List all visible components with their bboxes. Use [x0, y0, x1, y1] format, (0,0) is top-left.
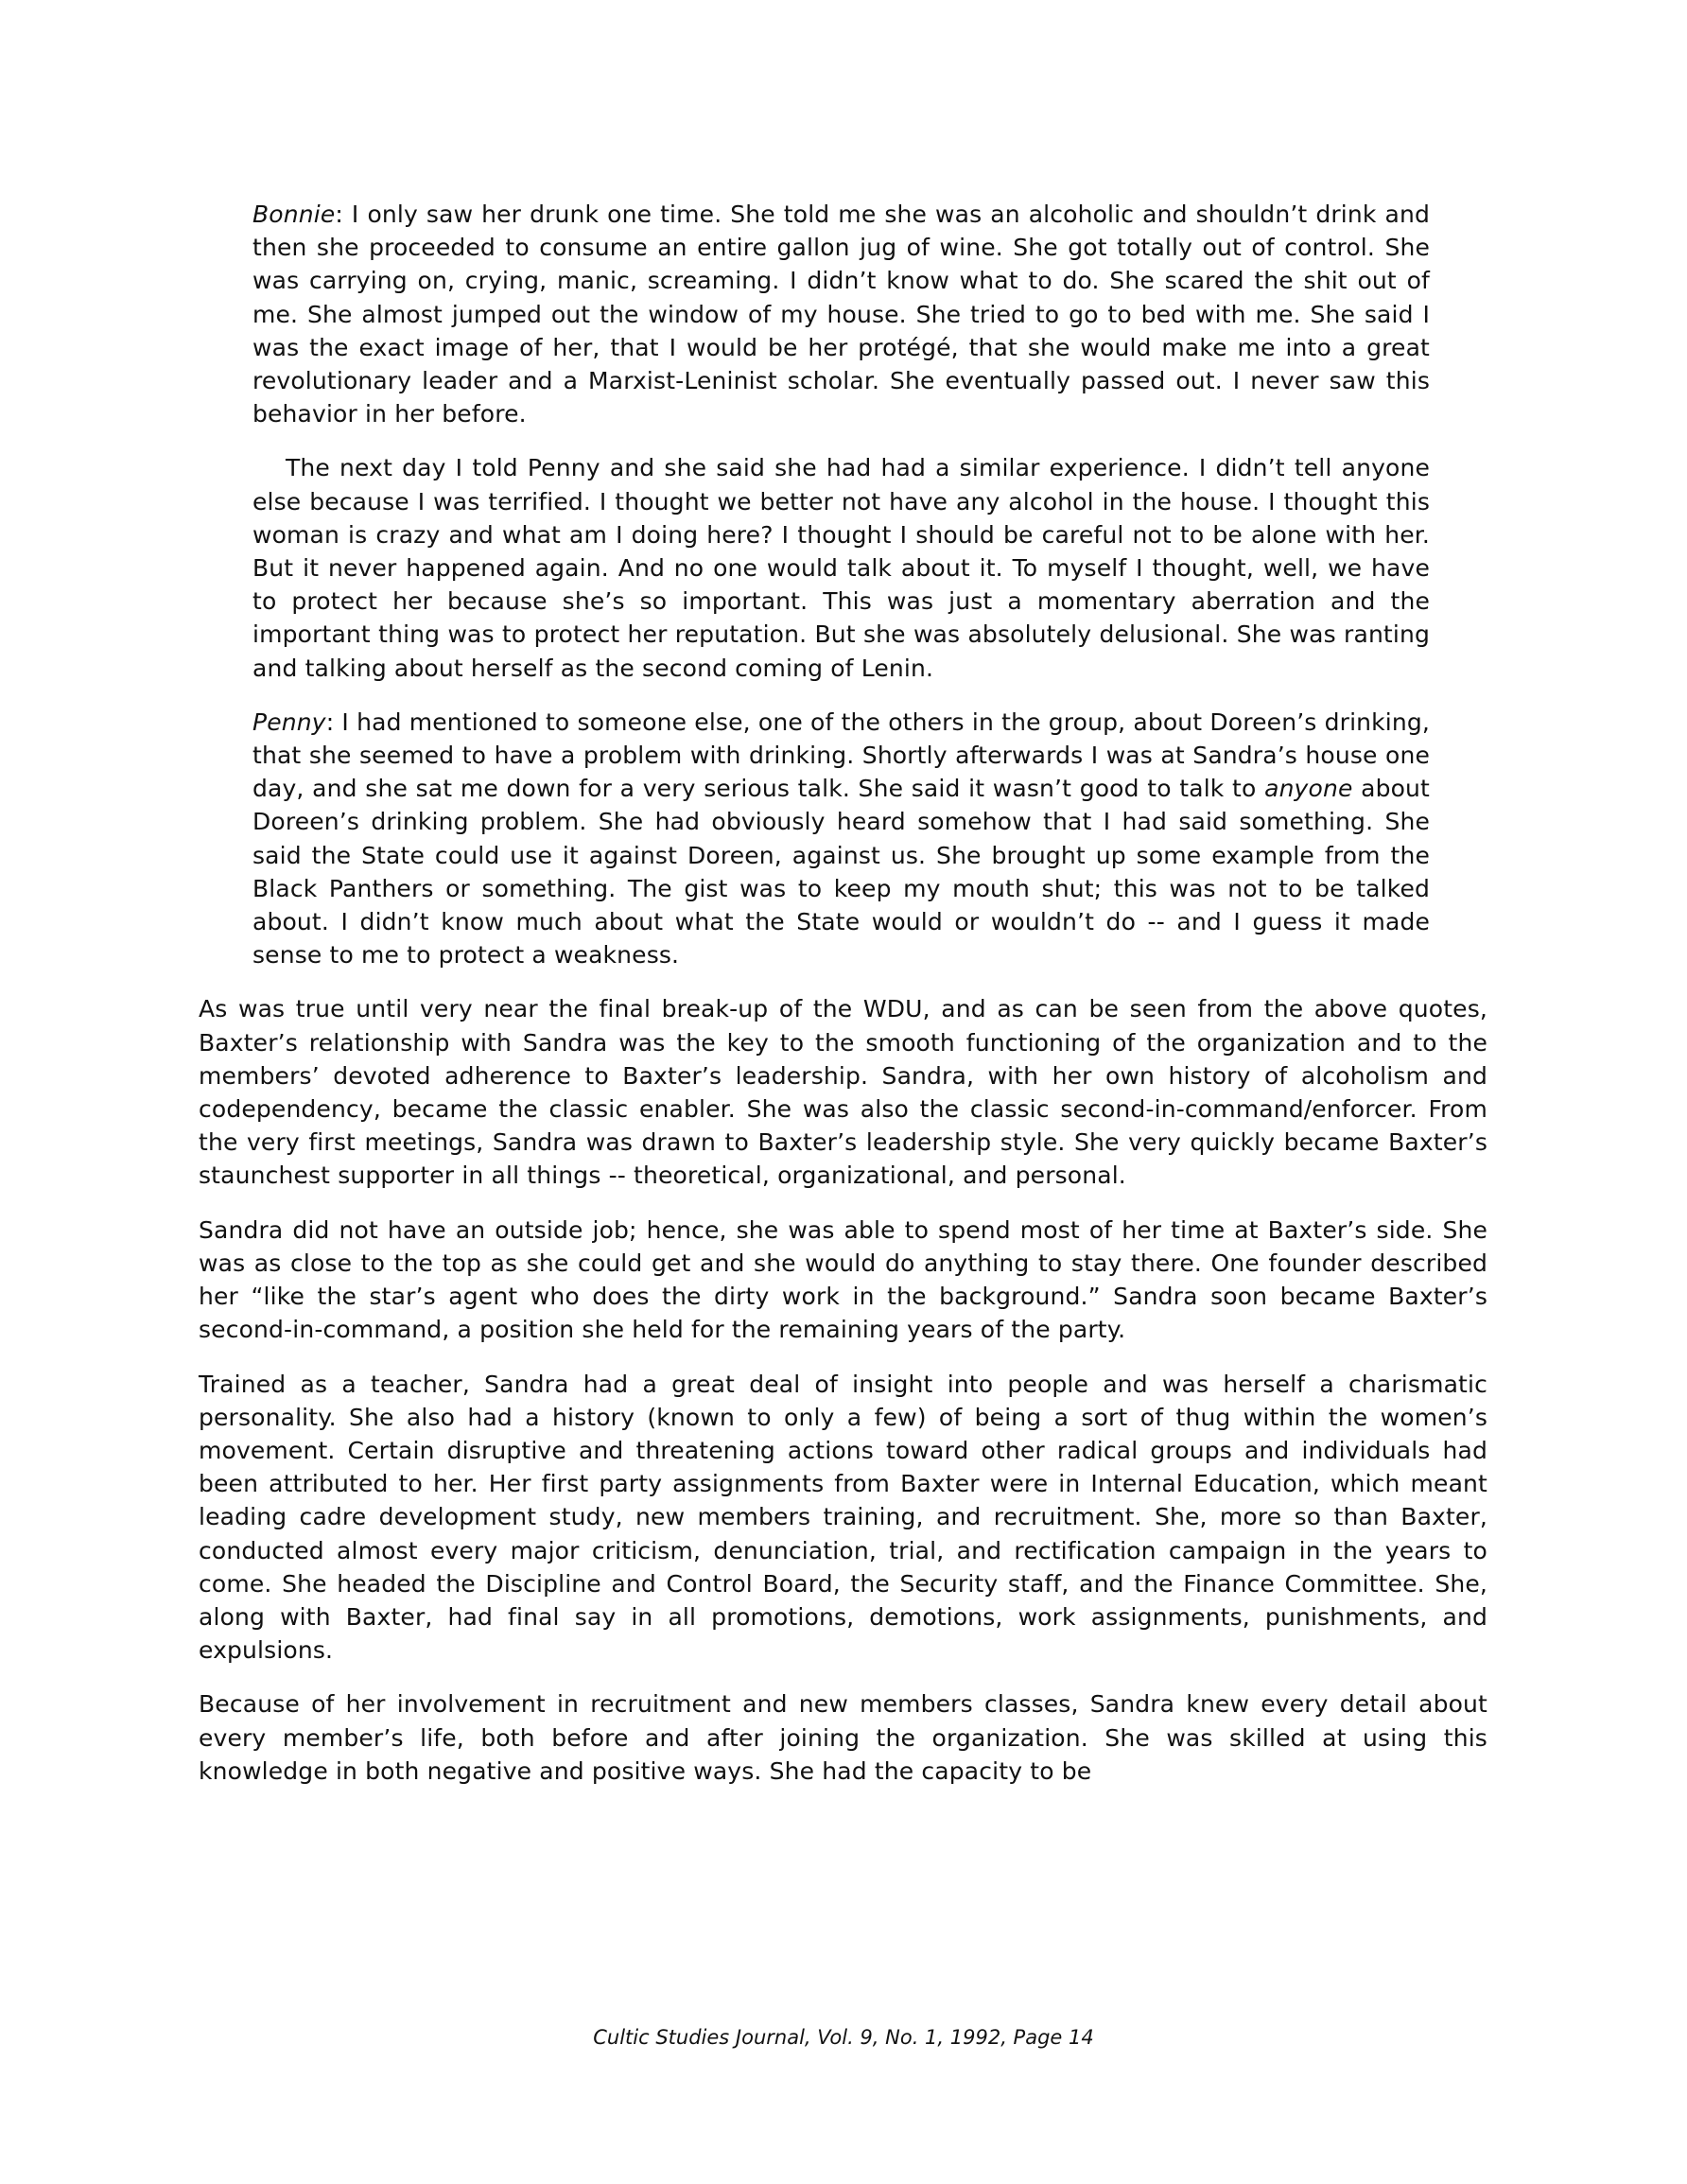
speaker-name: Bonnie [252, 201, 336, 228]
page-footer: Cultic Studies Journal, Vol. 9, No. 1, 1992, Page 14 [593, 2026, 1094, 2049]
block-quote-penny [252, 706, 1430, 972]
body-paragraph: Trained as a teacher, Sandra had a great deal of insight into people and was herself a charismatic personality. She also had a history (known to only a few) of being a sort of thug within the women’s movement. Certain disruptive and threatening actions toward other radical groups and individuals had been attributed to her. Her first party assignments from Baxter were in Internal Education, which meant leading cadre development study, new members training, and recruitment. She, more so than Baxter, conducted almost every major criticism, denunciation, trial, and rectification campaign in the years to come. She headed the Discipline and Control Board, the Security staff, and the Finance Committee. She, along with Baxter, had final say in all promotions, demotions, work assignments, punishments, and expulsions. [199, 1370, 1487, 1665]
emphasized-word: anyone [1264, 775, 1353, 803]
body-paragraph: As was true until very near the final break-up of the WDU, and as can be seen from the above quotes, Baxter’s relationship with Sandra was the key to the smooth functioning of the organization and to the members’ devoted adherence to Baxter’s leadership. Sandra, with her own history of alcoholism and codependency, became the classic enabler. She was also the classic second-in-command/enforcer. From the very first meetings, Sandra was drawn to Baxter’s leadership style. She very quickly became Baxter’s staunchest supporter in all things -- theoretical, organizational, and personal. [199, 995, 1487, 1190]
body-paragraph: Because of her involvement in recruitment and new members classes, Sandra knew every detail about every member’s life, both before and after joining the organization. She was skilled at using this knowledge in both negative and positive ways. She had the capacity to be [199, 1690, 1487, 1785]
quote-text: The next day I told Penny and she said she had had a similar experience. I didn’t tell anyone else because I was terrified. I thought we better not have any alcohol in the house. I thought this woman is crazy and what am I doing here? I thought I should be careful not to be alone with her. But it never happened again. And no one would talk about it. To myself I thought, well, we have to protect her because she’s so important. This was just a momentary aberration and the important thing was to protect her reputation. But she was absolutely delusional. She was ranting and talking about herself as the second coming of Lenin. [252, 454, 1430, 682]
quote-text: : I only saw her drunk one time. She told me she was an alcoholic and shouldn’t drink and then she proceeded to consume an entire gallon jug of wine. She got totally out of control. She was carrying on, crying, manic, screaming. I didn’t know what to do. She scared the shit out of me. She almost jumped out the window of my house. She tried to go to bed with me. She said I was the exact image of her, that I would be her protégé, that she would make me into a great revolutionary leader and a Marxist-Leninist scholar. She eventually passed out. I never saw this behavior in her before. [252, 201, 1430, 428]
quote-text: : I had mentioned to someone else, one of the others in the group, about Doreen’s drinking, that she seemed to have a problem with drinking. Shortly afterwards I was at Sandra’s house one day, and she sat me down for a very serious talk. She said it wasn’t good to talk to [252, 708, 1430, 803]
quote-text: about Doreen’s drinking problem. She had obviously heard somehow that I had said something. She said the State could use it against Doreen, against us. She brought up some example from the Black Panthers or something. The gist was to keep my mouth shut; this was not to be talked about. I didn’t know much about what the State would or wouldn’t do -- and I guess it made sense to me to protect a weakness. [252, 775, 1430, 970]
block-quote-continuation [252, 451, 1430, 684]
body-paragraph: Sandra did not have an outside job; hence, she was able to spend most of her time at Baxter’s side. She was as close to the top as she could get and she would do anything to stay there. One founder described her “like the star’s agent who does the dirty work in the background.” Sandra soon became Baxter’s second-in-command, a position she held for the remaining years of the party. [199, 1215, 1487, 1344]
speaker-name: Penny [252, 708, 326, 736]
page-body [199, 198, 1487, 1808]
block-quote-bonnie [252, 198, 1430, 430]
